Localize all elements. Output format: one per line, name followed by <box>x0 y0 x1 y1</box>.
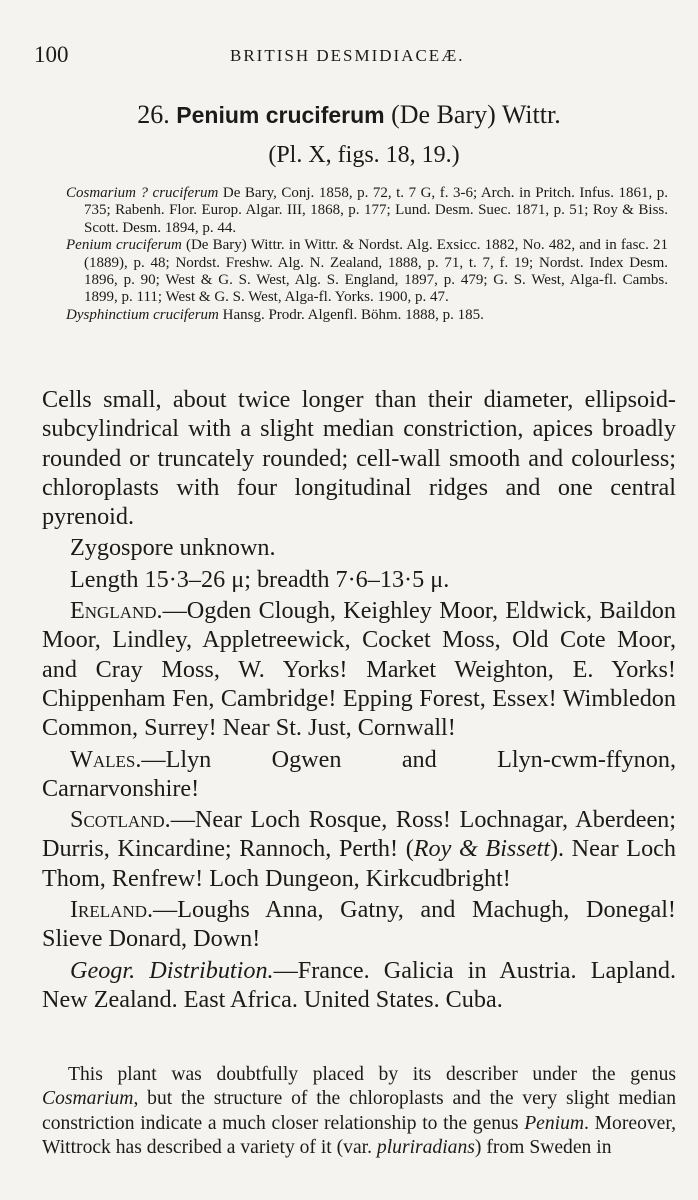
region-localities: —Near Loch Rosque, Ross! Lochnagar, Aberdeen; Durris, Kincardine; Rannoch, Perth! ( <box>42 806 676 863</box>
synonym-name: Dysphinctium cruciferum <box>66 306 219 323</box>
synonym-entry <box>66 185 668 237</box>
running-head: BRITISH DESMIDIACEÆ. <box>230 46 465 65</box>
note-text: This plant was doubtfully placed by its describer under the genus <box>68 1064 676 1085</box>
synonym-refs: (De Bary) Wittr. in Wittr. & Nordst. Alg. Exsicc. 1882, No. 482, and in fasc. 21 (1889), p. 48; Nordst. Freshw. Alg. N. Zealand, 1888, p. 71, t. 7, f. 19; Nordst. Index Desm. 1896, p. 90; West & G. S. West, Alg. S. England, 1897, p. 479; G. S. West, Alga-fl. Cambs. 1899, p. 111; West & G. S. West, Alga-fl. Yorks. 1900, p. 47. <box>84 237 668 306</box>
synonym-refs: De Bary, Conj. 1858, p. 72, t. 7 G, f. 3-6; Arch. in Pritch. Infus. 1861, p. 735; Rabenh. Flor. Europ. Algar. III, 1868, p. 177; Lund. Desm. Suec. 1871, p. 51; Roy & Biss. Scott. Desm. 1894, p. 44. <box>84 185 668 236</box>
page-header <box>34 42 676 72</box>
genus-name: Cosmarium <box>42 1088 134 1110</box>
region-localities: —Ogden Clough, Keighley Moor, Eldwick, Baildon Moor, Lindley, Appletreewick, Cocket Moss, Old Cote Moor, and Cray Moss, W. Yorks! Market Weighton, E. Yorks! Chippenham Fen, Cambridge! Epping Forest, Essex! Wimbledon Common, Surrey! Near St. Just, Cornwall! <box>42 597 676 742</box>
synonym-name: Penium cruciferum <box>66 237 182 254</box>
region-label: England. <box>70 597 163 625</box>
synonym-refs: Hansg. Prodr. Algenfl. Böhm. 1888, p. 185. <box>222 306 484 323</box>
distribution-scotland <box>42 805 676 893</box>
synonym-entry <box>66 237 668 307</box>
synonymy-block <box>66 185 668 324</box>
species-description <box>42 385 676 1016</box>
region-label: Ireland. <box>70 896 154 924</box>
taxonomic-note <box>42 1063 676 1161</box>
region-localities: —Loughs Anna, Gatny, and Machugh, Donegal! Slieve Donard, Down! <box>42 896 676 953</box>
note-text: , but the structure of the chloroplasts and the very slight median constriction indicate a much closer relationship to the genus <box>42 1088 676 1134</box>
synonym-name: Cosmarium ? cruciferum <box>66 185 219 201</box>
region-label: Scotland. <box>70 806 171 834</box>
distribution-wales <box>42 745 676 804</box>
geographic-distribution <box>42 956 676 1015</box>
collector-names: Roy & Bissett <box>413 835 550 863</box>
species-title <box>0 100 698 130</box>
region-label: Geogr. Distribution. <box>70 956 274 984</box>
page-number: 100 <box>34 42 69 67</box>
distribution-england <box>42 596 676 742</box>
genus-name: Penium <box>524 1112 585 1134</box>
species-authority: (De Bary) Wittr. <box>391 100 561 129</box>
note-text: ) from Sweden in <box>474 1137 612 1159</box>
zygospore-note: Zygospore unknown. <box>70 534 276 562</box>
variety-name: pluriradians <box>376 1137 475 1159</box>
region-localities: ). Near Loch Thom, Renfrew! Loch Dungeon, Kirkcudbright! <box>42 835 676 892</box>
distribution-ireland <box>42 895 676 954</box>
note-paragraph <box>42 1063 676 1161</box>
dimensions: Length 15·3–26 μ; breadth 7·6–13·5 μ. <box>70 565 450 593</box>
note-text: . Moreover, Wittrock has described a variety of it (var. <box>42 1112 677 1159</box>
synonym-entry <box>66 307 668 324</box>
species-name: Penium cruciferum <box>176 102 385 128</box>
region-localities: —Llyn Ogwen and Llyn-cwm-ffynon, Carnarvonshire! <box>42 745 676 802</box>
plate-reference: (Pl. X, figs. 18, 19.) <box>268 142 460 168</box>
species-number: 26. <box>137 100 170 129</box>
region-localities: —France. Galicia in Austria. Lapland. New Zealand. East Africa. United States. Cuba. <box>42 956 676 1013</box>
description-paragraph: Cells small, about twice longer than their diameter, ellipsoid-subcylindrical with a slight median constriction, apices broadly rounded or truncately rounded; cell-wall smooth and colourless; chloroplasts with four longitudinal ridges and one central pyrenoid. <box>42 386 676 531</box>
region-label: Wales. <box>70 745 142 773</box>
